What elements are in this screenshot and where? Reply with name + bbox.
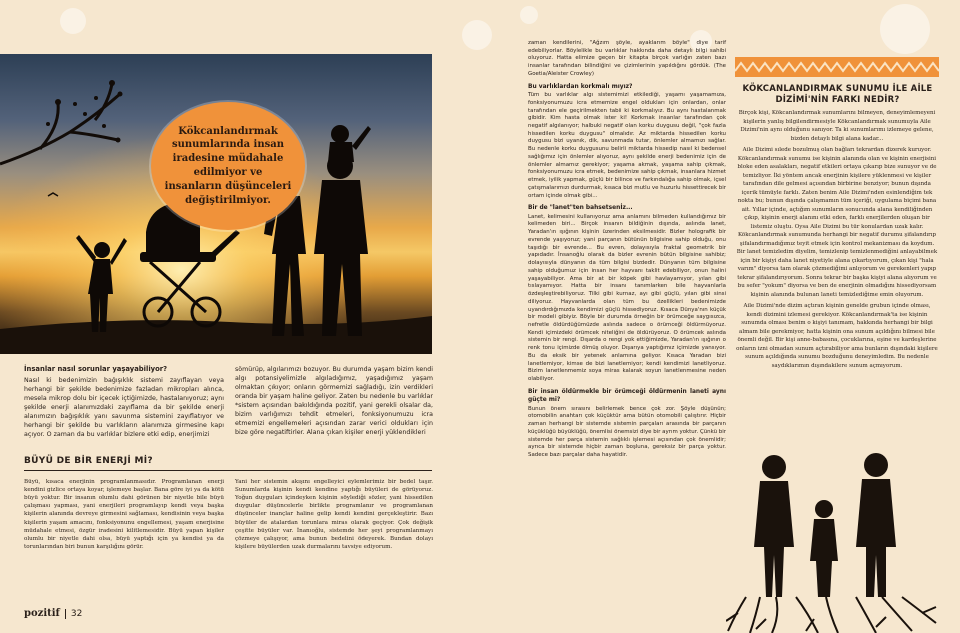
body-paragraph: Büyü, kısaca enerjinin programlanmasıdır. Programlanan enerji kendini gizlice ortaya koyar, işlemeye başlar. Bana göre iyi ya da kötü büyü yoktur. Bir insanın olumlu dahi görünen bir niyetle bile büyü çalışması yapması, yani enerjileri programlayıp kendi veya başka kişilerin alanında devreye girmesini sağlaması, kendisinin veya başka kişilerin yaşam amacını, fonksiyonunu engellemesi, yaşam enerjisine müdahale etmesi, özgür iradesini kilitlemesidir. Büyü yapan kişiler olumlu bir niyetle dahi olsa, büyü yaptığı için ya kendisi ya da torunlarından biri bunun karşılığını görür. <box>24 479 224 550</box>
bokeh-dot <box>880 4 930 54</box>
center-column <box>528 40 726 464</box>
subheading: Bu varlıklardan korkmalı mıyız? <box>528 83 633 90</box>
footer-divider <box>65 609 66 619</box>
bokeh-dot <box>520 6 538 24</box>
page-number: 32 <box>70 608 83 619</box>
magazine-brand: pozitif <box>24 608 60 619</box>
right-column <box>735 109 939 373</box>
body-paragraph: sömürüp, algılarımızı bozuyor. Bu durumda yaşam bizim kendi algı potansiyelimizle algıladığımız, yaşadığımız yaşam olmaktan çıkıyor; onların görmemizi sağladığı, izin verdikleri oranda bir yaşam haline geliyor. Zaten bu nedenle bu varlıklar *sistem açısından bakıldığında pozitif, yani gerekli olsalar da, bizim varlığımızı tehdit etmeleri, fonksiyonumuzu icra etmemizi engellemeleri açısından zarar verici oldukları için bize göre negatiftirler. Alana çıkan kişiler enerji yüklendikleri <box>235 366 433 436</box>
family-tree-illustration <box>726 437 960 633</box>
left-column <box>24 365 224 443</box>
bokeh-dot <box>462 20 492 50</box>
section-heading: BÜYÜ DE BİR ENERJİ Mİ? <box>24 456 153 466</box>
pull-quote-text: Kökcanlandırmak sunumlarında insan iradesine müdahale edilmiyor ve insanların düşünceleri değiştirilmiyor. <box>164 125 292 206</box>
heading-divider <box>24 470 432 471</box>
body-paragraph: Aile Dizimi sılede bozulmuş olan bağları tekrardan dizerek kuruyor. Kökcanlandırmak sunumu ise kişinin alanında olan ve kişinin enerjisini bloke eden asalakları, negatif etkileri ortaya çıkarıp bize sunuyor ve de temizliyor. İki yöntem ancak enerjinin kişilere yüklenmesi ve kişiler tarafından dile gelmesi açısından birbirine benziyor; bunun dışında içerik tümüyle farklı. Zaten benim Aile Dizimi'nden esinlendiğim tek nokta bu; bunun dışında çalışmamın tüm içeriği, uygulama biçimi bana ait. Yıllar içinde, açtığım sunumların sonucunda alana kendiliğinden çıkıp, kişinin enerji alanını etki eden, farklı enerjilerden oluşan bir listemiz oluştu. Oysa Aile Dizimi bu tür konulardan uzak kalır. Kökcanlandırmak sunumunda herhangi bir negatif durumu şifalandırıp şifalandırmadığımız teyit etmek için kontrol mekanizması da koydum. Bir lanet temizledim diyelim, temizlenip temizlenmediğini anlayabilmek için bir kişiyi daha lanet niyetiyle alana çıkartıyorum, çıkan kişi "hala varım" diyorsa tam olarak çözmediğimi anlıyorum ve gerekenleri yapıp tekrar şifalandırıyorum. Sonra tekrar bir başka kişiyi alana alıyorum ve bu sefer "yokum" diyorsa ve ben de enerjinin olmadığını hissediyorsam kişinin alanında bulunan laneti temizlediğime emin oluyorum. <box>736 147 938 298</box>
lower-right-column <box>235 478 433 551</box>
body-paragraph: Lanet, kelimesini kullanıyoruz ama anlamını bilmeden kullandığımız bir kelimeden biri... Birçok insanın bildiğinin dışında, aslında lanet, Yaradan'ın ışığının kişinin üzerinden eksilmesidir. Bizler holografik bir evrende yaşıyoruz; yani parçanın bütünün bilgisine sahip olduğu, onu taşıdığı bir evrende... Bu evren, dolayısıyla fraktal geometrik bir yapıdadır. İnsanoğlu olarak da bizler evrenin bütün bilgisine sahibiz; dolayısıyla dünyanın da tüm bilgisi bizdedir. Dünyanın tüm bilgisine sahip olduğumuz için insan her hayvanı taklit edebiliyor, onun halini yaşayabiliyor. Ama bir at bir köpek gibi havlayamıyor, yılan gibi tıslayamıyor. Hatta bir insanı tanımlarken bile hayvanlarla özdeşleştirebiliyoruz. Tilki gibi kurnaz, ayı gibi güçlü, yılan gibi sinsi diliyoruz. Hayvanlarda olan tüm bu özellikleri bedenimizde uyandırdığımızda kendimizi güçlü hissediyoruz. Kısaca Dünya'nın küçük bir modeli gibiyiz. Böyle bir durumda örneğin bir örümceğe saygısızca, nefretle öldürdüğümüzde aslında sadece o örümceği öldürmüyoruz. Kendi içimizdeki örümcek niteliğini de öldürüyoruz. O örümcek aslında sistemin bir rengi. Dışarda o rengi yok ettiğimizde, Yaradan'ın ışığının o renk tonu içimizde ölmüş oluyor. Dışarıya yaptığımız içimizde yansıyor. Bu da eksik bir yetenek anlamına geliyor. Kısaca Yaradan bizi lanetlemiyor, kimse de bizi lanetlemiyor; kendi kendimizi lanetliyoruz. Bizim lanetlenmemiz soya miras kalarak soyun lanetlenmesine neden olabiliyor. <box>528 213 726 383</box>
body-paragraph: Birçok kişi, Kökcanlandırmak sunumlarını bilmeyen, deneyimlemeyeni kişilerin yanlış bilgilendirmesiyle Kökcanlandırmak sunumuyla Aile Dizimi'nin aynı olduğunu sanıyor. Ta ki sunumlarımı izlemeye gelene, bizden detaylı bilgi alana kadar... <box>738 110 936 142</box>
middle-upper-column <box>235 365 433 441</box>
body-paragraph: zaman kendilerini, "Ağzım şöyle, ayaklarım böyle" diye tarif edebiliyorlar. Böylelikle bu varlıklar hakkında daha detaylı bilgi sahibi oluyoruz. Hatta elimize geçen bir kitapta birçok varlığın zaten bazı insanlar tarafından bilindiğini ve çizimlerinin yapıldığını gördük. (The Goetia/Aleister Crowley) <box>528 40 726 77</box>
lower-left-column <box>24 478 224 551</box>
subheading: Bir de "lanet"ten bahsetsenİz... <box>528 205 633 212</box>
pull-quote-circle <box>151 102 305 230</box>
body-paragraph: Yani her sistemin akışını engelleyici eylemlerimiz bir bedel taşır. Sunumlarda kişinin kendi kendine yaptığı büyüleri de görüyoruz. Yoğun duyguları içindeyken kişinin söylediği sözler, yani hissedilen duygular düşüncelerle birlikte programlanır ve programlanan düşünceler inançlar haline gelip kendi kendini gerçekleştirir. Bazı büyüler de atalardan torunlara miras olarak geçiyor. Çok değişik çeşitte büyüler var. İnanıoğlu, sistemde her şeyi programlanmayı çözmeye çalışıyor, ama bunun bedelini ödeyerek. Bundan dolayı kişilere büyülerden uzak durmalarını tavsiye ediyorum. <box>235 479 433 550</box>
body-paragraph: Bunun önem sırasını belirlemek bence çok zor. Şöyle düşünün; otomobilin anahtarı çok küçüktür ama bütün otomobili çalıştırır. Hiçbir zaman herhangi bir sistemde sistemin parçaları arasında bir parçanın küçüklüğü büyüklüğü, önemlisi önemsizi diye bir ayrım yoktur. Çünkü bir sistemde her parça sistemin sağlıklı işlemesi açısından çok önemlidir; ayrıca bir sistemde hiçbir zaman boşluna, gereksiz bir parça yoktur. Sadece bazı parçalar daha hayatidir. <box>528 405 726 459</box>
body-paragraph: Aile Dizimi'nde dizim açtıran kişinin genelde grubun içinde olması, kendi dizimini izlemesi gerekiyor. Kökcanlandırmak'ta ise kişinin sunumda olması benim o kişiyi tanımam, hakkında herhangi bir bilgi almam bile gerekmiyor, hatta kişinin ona sunum açıldığını bilmesi bile önemli değil. Bir kişi anne-babasına, çocuklarına, eşine ve kardeşlerine onların izni olmadan sunum açtırabiliyor ama bunların dışındaki kişilere sunum açıldığında sunumu bozduğunu deneyimledim. Bu nedenle saydıklarımın dışındakilere sunum açmıyorum. <box>736 303 938 369</box>
body-paragraph: Nasıl ki bedenimizin bağışıklık sistemi zayıflayan veya herhangi bir şekilde bedenimize fazladan mikropları alınca, mesela mikrop dolu bir içecek içtiğimizde, hastalanıyoruz; aynı şekilde enerji alanımızdaki zayıflama da bir şekilde enerji alanımızın bağışıklık yanı savunma sistemini zayıflatıyor ve herhangi bir şekilde bu varlıkların alanımıza girmesine kapı açıyor. O zaman da bu varlıklar bizlere etki edip, enerjimizi <box>24 376 224 438</box>
decorative-zigzag-band <box>735 57 939 77</box>
bokeh-dot <box>60 8 86 34</box>
body-paragraph: Tüm bu varlıklar algı sistemimizi etkilediği, yaşamı yaşamamıza, fonksiyonumuzu icra etmemize engel oldukları için onlardan, onlar tarafından ele geçirilmekten tabii ki korkmalıyız. Bu aynı hastalanmak gibidir. Kim hasta olmak ister ki! Korkmak insanlar tarafından çok negatif algılanıyor; halbuki negatif olan korku duygusu değil, "çok fazla hissedilen korku duygusu" olmalıdır. Az miktarda hissedilen korku duygusu bizi uyanık, dik, savunmada tutar, önlemler almamızı sağlar. Bu nedenle korku duygusunu belirli miktarda hissedip nasıl ki bedensel sağlığımız için önlemler alıyoruz, aynı şekilde enerji bedenimiz için de önlemler almamız gerekiyor; yaşama akmak, yaşama sahip çıkmak, fonksiyonumuzu icra etmek, bedenimize sahip çıkmak, insanlara hizmet etmek, iyilik yapmak, güçlü bir bilince ve farkındalığa sahip olmak, içsel çatışmalarımızı durdurmak, kısaca bizi mutlu ve huzurlu hissettirecek bir ortam içinde olmak gibi... <box>528 92 726 199</box>
subheading: İnsanlar nasıl sorunlar yaşayabiliyor? <box>24 365 168 373</box>
right-column-heading: KÖKCANLANDIRMAK SUNUMU İLE AİLE DİZİMİ'NİN FARKI NEDİR? <box>742 84 933 106</box>
subheading: Bir insan öldürmekle bir örümceği öldürmenin laneti aynı güçte mi? <box>528 388 726 404</box>
page-footer <box>24 608 82 619</box>
family-silhouette-photo <box>0 54 432 354</box>
